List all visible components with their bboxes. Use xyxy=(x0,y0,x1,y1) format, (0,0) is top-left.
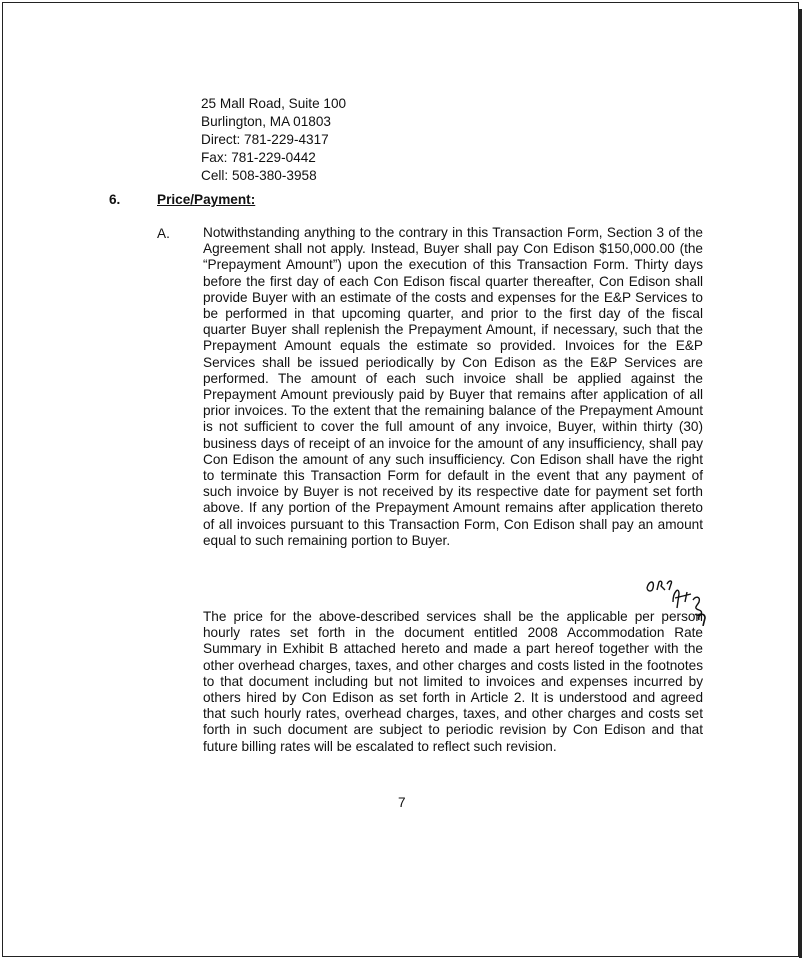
document-page xyxy=(2,2,799,957)
address-line-city: Burlington, MA 01803 xyxy=(201,114,331,129)
section-title: Price/Payment: xyxy=(157,192,256,207)
address-line-fax: Fax: 781-229-0442 xyxy=(201,150,316,165)
address-block xyxy=(201,95,346,185)
page-number: 7 xyxy=(398,795,406,810)
pricing-paragraph: The price for the above-described services shall be the applicable per person hourly rates set forth in the document entitled 2008 Accommodation Rate Summary in Exhibit B attached hereto and made a part hereof together with the other overhead charges, taxes, and other charges and costs listed in the footnotes to that document including but not limited to invoices and expenses incurred by others hired by Con Edison as set forth in Article 2. It is understood and agreed that such hourly rates, overhead charges, taxes, and other charges and costs set forth in such document are subject to periodic revision by Con Edison and that future billing rates will be escalated to reflect such revision. xyxy=(203,609,703,754)
address-line-direct: Direct: 781-229-4317 xyxy=(201,132,329,147)
address-line-cell: Cell: 508-380-3958 xyxy=(201,168,317,183)
address-line-street: 25 Mall Road, Suite 100 xyxy=(201,96,347,111)
prepayment-paragraph: Notwithstanding anything to the contrary in this Transaction Form, Section 3 of the Agreement shall not apply. Instead, Buyer shall pay Con Edison $150,000.00 (the “Prepayment Amount”) upon the execution of this Transaction Form. Thirty days before the first day of each Con Edison fiscal quarter thereafter, Con Edison shall provide Buyer with an estimate of the costs and expenses for the E&P Services to be performed in that upcoming quarter, and prior to the first day of the fiscal quarter Buyer shall replenish the Prepayment Amount, if necessary, such that the Prepayment Amount equals the estimate so provided. Invoices for the E&P Services shall be issued periodically by Con Edison as the E&P Services are performed. The amount of each such invoice shall be applied against the Prepayment Amount previously paid by Buyer that remains after application of all prior invoices. To the extent that the remaining balance of the Prepayment Amount is not sufficient to cover the full amount of any invoice, Buyer, within thirty (30) business days of receipt of an invoice for the amount of any insufficiency, shall pay Con Edison the amount of any such insufficiency. Con Edison shall have the right to terminate this Transaction Form for default in the event that any payment of such invoice by Buyer is not received by its respective date for payment set forth above. If any portion of the Prepayment Amount remains after application thereto of all invoices pursuant to this Transaction Form, Con Edison shall pay an amount equal to such remaining portion to Buyer. xyxy=(203,225,703,548)
item-letter: A. xyxy=(157,226,170,241)
section-number: 6. xyxy=(109,192,121,207)
